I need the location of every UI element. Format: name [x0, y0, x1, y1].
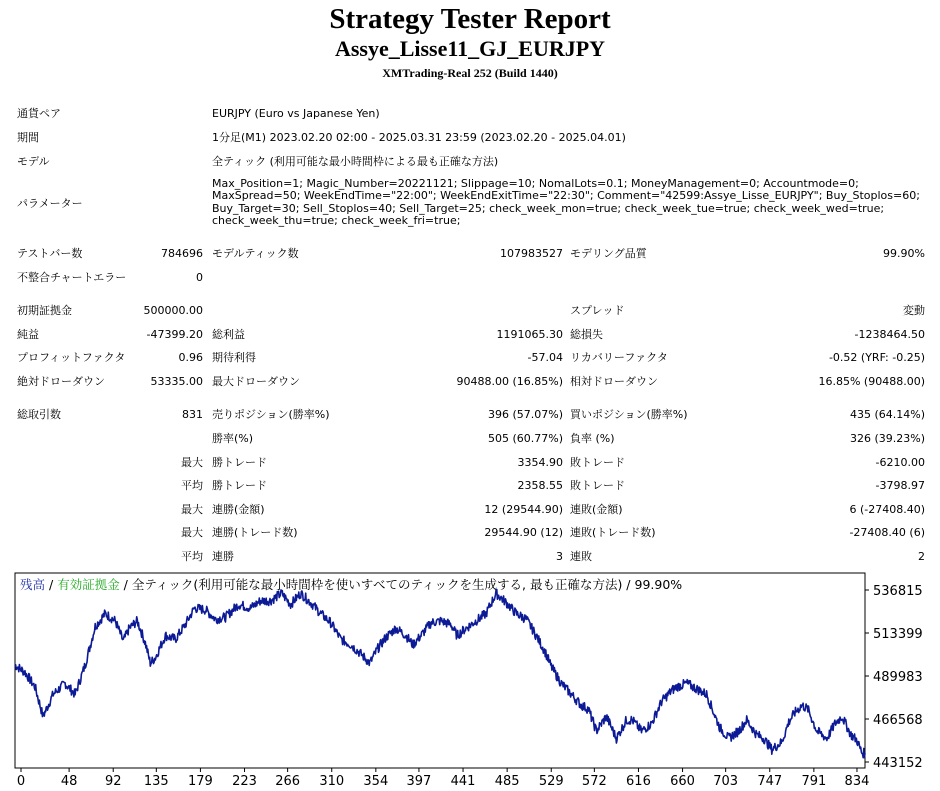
max-word-2: 最大 [181, 503, 203, 516]
gross-loss-value: -1238464.50 [854, 328, 925, 341]
quality-value: 99.90% [883, 247, 925, 260]
max-win-trade: 3354.90 [517, 456, 563, 469]
params-value: Max_Position=1; Magic_Number=20221121; Slippage=10; NomalLots=0.1; MoneyManagement=0; Accountmode=0; MaxSpread=50; WeekEndTime="22:00"; WeekEndExitTime="22:30"; Comment="42599:Assye_Lisse_EURJPY"; Buy_Stoplos=60; Buy_Target=30; Sell_Stoplos=40; Sell_Target=25; check_week_mon=true; check_week_tue=true; check_week_wed=true; check_week_thu=true; check_week_fri=true; [212, 177, 920, 228]
pair-value: EURJPY (Euro vs Japanese Yen) [212, 107, 380, 120]
trades-value: 831 [182, 408, 203, 421]
y-tick-label: 466568 [873, 712, 923, 728]
spread-value: 変動 [903, 304, 925, 317]
legend-description: 全ティック(利用可能な最小時間枠を使いすべてのティックを生成する, 最も正確な方法) / 99.90% [131, 577, 683, 592]
net-label: 純益 [17, 328, 39, 341]
x-tick-label: 354 [363, 774, 389, 789]
cons-loss-tr-label: 連敗(トレード数) [570, 526, 656, 539]
svg-text:残高 / 有効証拠金 / 全ティック(利用可能な最小時間枠を [20, 577, 682, 592]
short-value: 396 (57.07%) [487, 408, 563, 421]
ticks-label: モデルティック数 [212, 247, 299, 260]
short-label: 売りポジション(勝率%) [212, 408, 330, 421]
win-trade-label-avg: 勝トレード [212, 479, 267, 492]
recovery-label: リカバリーファクタ [570, 351, 668, 364]
bars-value: 784696 [161, 247, 203, 260]
params-label: パラメーター [17, 197, 83, 210]
x-tick-label: 485 [494, 774, 520, 789]
trades-label: 総取引数 [17, 408, 61, 421]
x-tick-label: 660 [670, 774, 695, 789]
cons-win-amt-value: 12 (29544.90) [484, 503, 563, 516]
x-tick-label: 135 [143, 774, 169, 789]
max-word: 最大 [181, 456, 203, 469]
x-tick-label: 572 [581, 774, 607, 789]
model-value: 全ティック (利用可能な最小時間枠による最も正確な方法) [212, 155, 499, 168]
quality-label: モデリング品質 [570, 247, 647, 260]
legend-balance: 残高 [20, 577, 46, 592]
avg-win-trade: 2358.55 [517, 479, 563, 492]
pf-value: 0.96 [178, 351, 203, 364]
gross-loss-label: 総損失 [570, 328, 603, 341]
pair-label: 通貨ペア [17, 107, 61, 120]
loss-value: 326 (39.23%) [849, 432, 925, 445]
long-label: 買いポジション(勝率%) [570, 408, 688, 421]
cons-win-tr-value: 29544.90 (12) [484, 526, 563, 539]
max-loss-trade: -6210.00 [875, 456, 925, 469]
avg-loss-streak-value: 2 [918, 550, 925, 563]
net-value: -47399.20 [146, 328, 203, 341]
legend-equity: 有効証拠金 [57, 577, 120, 592]
model-label: モデル [17, 155, 50, 168]
expected-label: 期待利得 [212, 351, 256, 364]
win-trade-label: 勝トレード [212, 456, 267, 469]
loss-label: 負率 (%) [570, 432, 615, 445]
x-tick-label: 529 [538, 774, 564, 789]
avg-win-streak-value: 3 [556, 550, 563, 563]
period-label: 期間 [17, 131, 39, 144]
x-tick-label: 266 [275, 774, 301, 789]
max-dd-value: 90488.00 (16.85%) [456, 375, 563, 388]
x-tick-label: 834 [844, 774, 870, 789]
x-axis-ticks [17, 768, 870, 789]
recovery-value: -0.52 (YRF: -0.25) [828, 351, 925, 364]
cons-win-amt-label: 連勝(金額) [212, 503, 265, 516]
x-tick-label: 791 [801, 774, 827, 789]
avg-word: 平均 [181, 479, 203, 492]
legend-sep-1: / [45, 577, 58, 592]
cons-loss-amt-label: 連敗(金額) [570, 503, 623, 516]
mismatch-label: 不整合チャートエラー [17, 271, 127, 284]
x-tick-label: 179 [188, 774, 213, 789]
report-title: Strategy Tester Report [329, 3, 611, 35]
y-tick-label: 513399 [873, 627, 923, 643]
loss-trade-label-avg: 敗トレード [570, 479, 625, 492]
abs-dd-value: 53335.00 [150, 375, 203, 388]
period-value: 1分足(M1) 2023.02.20 02:00 - 2025.03.31 23:59 (2023.02.20 - 2025.04.01) [212, 131, 626, 144]
rel-dd-value: 16.85% (90488.00) [818, 375, 925, 388]
avg-word-2: 平均 [181, 550, 203, 563]
avg-loss-trade: -3798.97 [875, 479, 925, 492]
long-value: 435 (64.14%) [849, 408, 925, 421]
x-tick-label: 397 [406, 774, 432, 789]
mismatch-value: 0 [196, 271, 203, 284]
deposit-value: 500000.00 [143, 304, 203, 317]
x-tick-label: 223 [232, 774, 257, 789]
gross-profit-value: 1191065.30 [496, 328, 563, 341]
pf-label: プロフィットファクタ [17, 351, 126, 364]
y-axis-ticks [865, 584, 923, 771]
x-tick-label: 616 [626, 774, 651, 789]
ticks-value: 107983527 [500, 247, 563, 260]
spread-label: スプレッド [570, 304, 625, 317]
avg-loss-streak-label: 連敗 [570, 550, 592, 563]
cons-loss-amt-value: 6 (-27408.40) [849, 503, 925, 516]
loss-trade-label: 敗トレード [570, 456, 625, 469]
x-tick-label: 0 [16, 774, 26, 789]
x-tick-label: 48 [60, 774, 78, 789]
bars-label: テストバー数 [17, 247, 83, 260]
win-value: 505 (60.77%) [487, 432, 563, 445]
cons-win-tr-label: 連勝(トレード数) [212, 526, 298, 539]
y-tick-label: 443152 [873, 756, 923, 771]
deposit-label: 初期証拠金 [17, 304, 72, 317]
legend-sep-2: / [119, 577, 132, 592]
x-tick-label: 703 [713, 774, 739, 789]
x-tick-label: 92 [104, 774, 122, 789]
x-tick-label: 441 [450, 774, 476, 789]
win-label: 勝率(%) [212, 432, 254, 445]
balance-chart [0, 570, 940, 791]
y-tick-label: 489983 [873, 670, 923, 686]
report-subtitle: Assye_Lisse11_GJ_EURJPY [334, 36, 606, 61]
x-tick-label: 747 [757, 774, 783, 789]
rel-dd-label: 相対ドローダウン [570, 375, 658, 388]
avg-win-streak-label: 連勝 [212, 550, 234, 563]
cons-loss-tr-value: -27408.40 (6) [849, 526, 925, 539]
max-dd-label: 最大ドローダウン [212, 375, 300, 388]
max-word-3: 最大 [181, 526, 203, 539]
server-build: XMTrading-Real 252 (Build 1440) [382, 66, 558, 80]
y-tick-label: 536815 [873, 584, 923, 599]
expected-value: -57.04 [527, 351, 563, 364]
x-tick-label: 310 [319, 774, 345, 789]
gross-profit-label: 総利益 [212, 328, 245, 341]
chart-plot-area [15, 573, 865, 768]
abs-dd-label: 絶対ドローダウン [17, 375, 105, 388]
